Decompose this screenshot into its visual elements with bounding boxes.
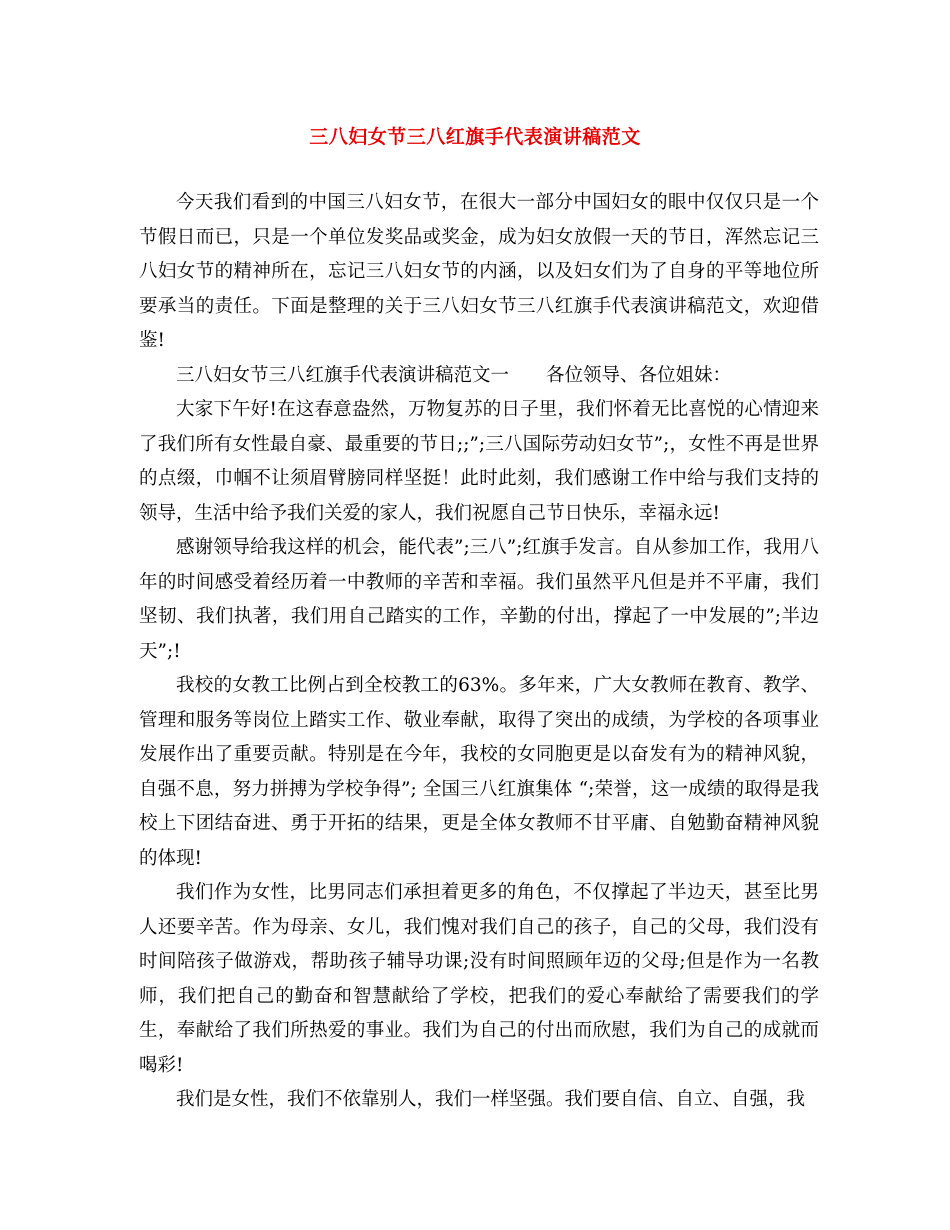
paragraph: 感谢领导给我这样的机会，能代表”;三八”;红旗手发言。自从参加工作，我用八年的时间感受着经历着一中教师的辛苦和幸福。我们虽然平凡但是并不平庸，我们坚韧、我们执著，我们用自己踏实的工作，辛勤的付出，撑起了一中发展的”;半边天”;! [139,537,819,662]
paragraph: 三八妇女节三八红旗手代表演讲稿范文一 各位领导、各位姐妹： [176,364,732,386]
paragraph: 今天我们看到的中国三八妇女节，在很大一部分中国妇女的眼中仅仅只是一个节假日而已，只是一个单位发奖品或奖金，成为妇女放假一天的节日，浑然忘记三八妇女节的精神所在，忘记三八妇女节的内涵，以及妇女们为了自身的平等地位所要承当的责任。下面是整理的关于三八妇女节三八红旗手代表演讲稿范文，欢迎借鉴! [139,192,819,351]
paragraph: 大家下午好!在这春意盎然，万物复苏的日子里，我们怀着无比喜悦的心情迎来了我们所有女性最自豪、最重要的节日;;”;三八国际劳动妇女节”;，女性不再是世界的点缀，巾帼不让须眉臂膀同样坚挺！此时此刻，我们感谢工作中给与我们支持的领导，生活中给予我们关爱的家人，我们祝愿自己节日快乐，幸福永远! [139,399,819,524]
paragraph: 我校的女教工比例占到全校教工的63%。多年来，广大女教师在教育、教学、管理和服务等岗位上踏实工作、敬业奉献，取得了突出的成绩，为学校的各项事业发展作出了重要贡献。特别是在今年，我校的女同胞更是以奋发有为的精神风貌，自强不息，努力拼搏为学校争得”; 全国三八红旗集体 “;荣誉，这一成绩的取得是我校上下团结奋进、勇于开拓的结果，更是全体女教师不甘平庸、自勉勤奋精神风貌的体现! [139,675,819,869]
document-title: 三八妇女节三八红旗手代表演讲稿范文 [309,126,641,148]
paragraph: 我们作为女性，比男同志们承担着更多的角色，不仅撑起了半边天，甚至比男人还要辛苦。作为母亲、女儿，我们愧对我们自己的孩子，自己的父母，我们没有时间陪孩子做游戏，帮助孩子辅导功课;没有时间照顾年迈的父母;但是作为一名教师，我们把自己的勤奋和智慧献给了学校，把我们的爱心奉献给了需要我们的学生，奉献给了我们所热爱的事业。我们为自己的付出而欣慰，我们为自己的成就而喝彩! [139,882,819,1076]
paragraph: 我们是女性，我们不依靠别人，我们一样坚强。我们要自信、自立、自强，我 [176,1089,806,1110]
document-body [139,186,819,1118]
